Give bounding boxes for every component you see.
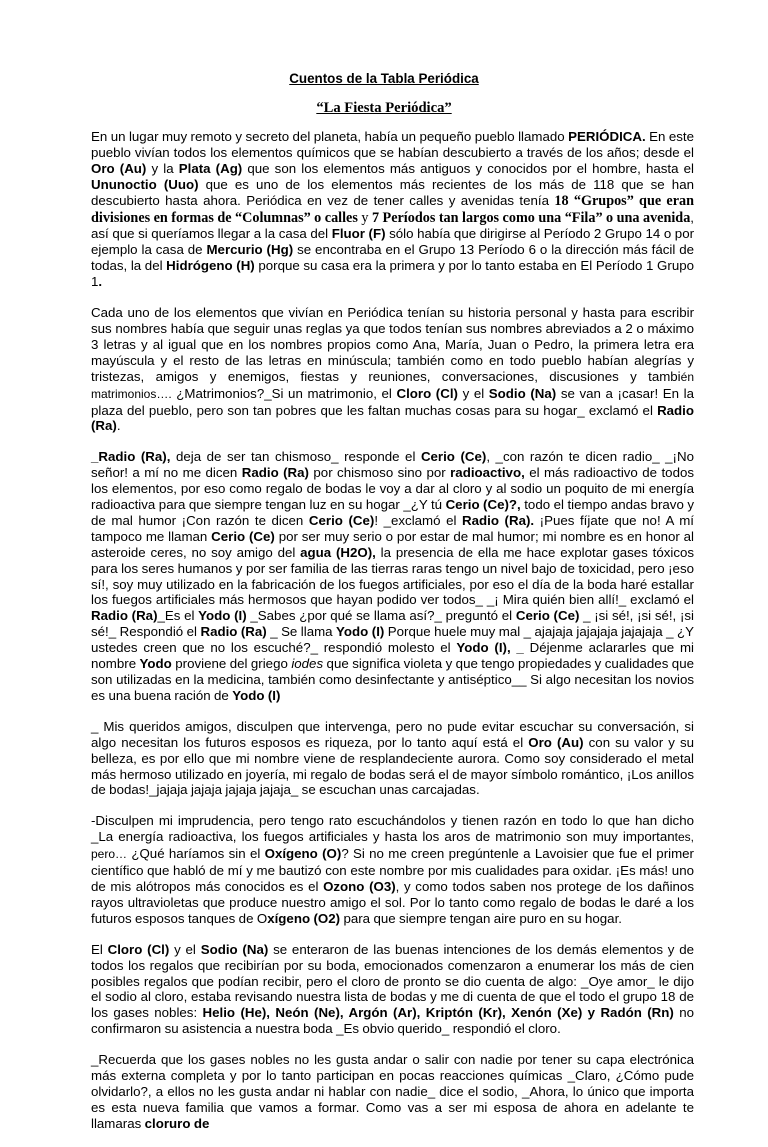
- text-run: tes, pero…: [91, 830, 694, 862]
- text-run: deja de ser tan chismoso_ responde el: [170, 449, 421, 465]
- text-run: y la: [146, 160, 179, 176]
- text-run: se van a ¡casar! En la plaza del pueblo, pero son tan pobres que les faltan muchas cosas para su hogar_ exclamó el: [91, 385, 694, 418]
- text-run: que significa violeta y que tengo propiedades y cualidades que son utilizadas en la medicina, también como desinfectante y antiséptico__ Si algo necesitan los novios es una buena ración de: [91, 656, 694, 703]
- text-run: ? Si no me creen pregúntenle a Lavoisier que fue el primer científico que habló de mí y me bautizó con este nombre por mis cualidades para oxidar. ¡Es más! uno de mis alótropos más conocidos es el: [91, 846, 694, 894]
- bold-text-run: Radio (Ra): [241, 465, 309, 481]
- text-run: En un lugar muy remoto y secreto del planeta, había un pequeño pueblo llamado: [91, 129, 569, 144]
- bold-text-run: Plata (Ag): [178, 160, 243, 176]
- italic-text-run: iodes: [291, 656, 324, 672]
- text-run: porque su casa era la primera y por lo tanto estaba en El Período 1 Grupo 1: [91, 258, 695, 290]
- bold-text-run: Cerio (Ce)?,: [445, 497, 521, 513]
- story-paragraph: [91, 1052, 694, 1132]
- bold-text-run: Sodio (Na): [200, 941, 269, 957]
- text-run: Porque huele muy mal _ ajajaja jajajaja jajajaja _ ¿Y ustedes creen que no los escuché?_ respondió molesto el: [91, 624, 694, 656]
- text-run: con su valor y su belleza, es por ello que mi nombre viene de resplandeciente aurora. Como soy considerado el metal más hermoso utilizado en joyería, mi regalo de bodas será el de mayor símbolo romántico, ¡Los anillos de bodas!_jajaja jajaja jajaja jajaja_ se escuchan unas carcajadas.: [91, 734, 694, 798]
- text-run: En este pueblo vivían todos los elementos químicos que se habían descubierto a través de los años; desde el: [91, 129, 694, 160]
- bold-text-run: radioactivo,: [450, 465, 525, 481]
- text-run: que es uno de los elementos más recientes de los más de 118 que se han descubierto hasta ahora. Periódica en vez de tener calles y avenidas tenía: [91, 176, 694, 208]
- story-subtitle: “La Fiesta Periódica”: [316, 100, 452, 116]
- text-run: Déjenme aclararles que mi nombre: [91, 640, 694, 672]
- text-run: , así que si queríamos llegar a la casa del: [91, 209, 694, 242]
- text-run: por chismoso sino por: [308, 465, 451, 481]
- bold-text-run: .: [98, 274, 103, 290]
- story-body: [91, 129, 694, 1147]
- bold-text-run: Cerio (Ce): [420, 449, 487, 465]
- bold-text-run: Yodo (I): [336, 624, 385, 640]
- text-run: , _con razón te dicen radio_ _¡No señor! a mí no me dicen: [91, 449, 694, 481]
- text-run: _Recuerda que los gases nobles no les gusta andar o salir con nadie por tener su capa electrónica más externa completa y por lo tanto participan en pocas reacciones químicas _Claro, ¿Cómo pude olvidarlo?, a ellos no les gusta andar ni hablar con nadie_ dice el sodio, _Ahora, lo único que importa es esta nueva familia que vamos a formar. Como vas a ser mi esposa de ahora en adelante te llamaras: [91, 1052, 694, 1131]
- text-run: ¿Matrimonios?_Si un matrimonio, el: [171, 385, 397, 401]
- text-run: y el: [169, 941, 201, 957]
- text-run: la presencia de ella me hace explotar gases tóxicos para los seres humanos y por ser familia de las tierras raras tengo un nivel bajo de toxicidad, pero ¡eso sí!, soy muy utilizado en la fabricación de los fuegos artificiales, por eso el día de la boda haré estallar los fuegos artificiales más hermosos que hayan podido ver todos_ _¡ Mira quién bien allí!_ exclamó el: [91, 544, 695, 608]
- bold-text-run: Cloro (Cl): [107, 941, 170, 957]
- text-run: todo el tiempo andas bravo y de mal humor ¡Con razón te dicen: [91, 497, 694, 528]
- bold-text-run: _Radio (Ra),: [91, 449, 171, 465]
- bold-text-run: Oro (Au): [91, 160, 147, 176]
- text-run: por ser muy serio o por estar de mal humor; mi nombre es en honor al asteroide ceres, no soy amigo del: [91, 528, 694, 560]
- text-run: el más radioactivo de todos los elementos, por eso como regalo de bodas le voy a dar al cloro y al sodio un poquito de mi energía radioactiva para que siempre tengan luz en su hogar _¿Y tú: [91, 465, 695, 513]
- text-run: ! _exclamó el: [374, 512, 463, 528]
- bold-text-run: Radio (Ra).: [462, 512, 535, 528]
- text-run: se encontraba en el Grupo 13 Período 6 o la dirección más fácil de todas, la del: [91, 242, 695, 274]
- bold-text-run: 18 “Grupos” que eran divisiones en formas de “Columnas” o calles: [91, 192, 694, 226]
- bold-text-run: Cloro (Cl): [396, 385, 458, 401]
- bold-text-run: Helio (He), Neón (Ne), Argón (Ar), Kriptón (Kr), Xenón (Xe) y Radón (Rn): [202, 1005, 674, 1021]
- text-run: y: [357, 209, 372, 226]
- story-paragraph: [91, 813, 694, 926]
- story-paragraph: [91, 942, 694, 1037]
- text-run: no confirmaron su asistencia a nuestra boda _Es obvio querido_ respondió el cloro.: [91, 1005, 694, 1037]
- bold-text-run: Oxígeno (O): [264, 846, 342, 862]
- story-paragraph: [91, 305, 694, 434]
- text-run: _ ¡si sé!, ¡si sé!, ¡si sé!_ Respondió el: [91, 608, 694, 640]
- text-run: , y como todos saben nos protege de los dañinos rayos ultravioletas que produce nuestro amigo el sol. Por lo tanto como regalo de bodas le daré a los futuros esposos tanques de O: [91, 878, 694, 926]
- text-run: proviene del griego: [171, 656, 292, 672]
- bold-text-run: Radio (Ra): [91, 608, 158, 624]
- bold-text-run: PERIÓDICA.: [568, 129, 646, 144]
- bold-text-run: xígeno (O2): [267, 910, 341, 926]
- bold-text-run: Yodo (I): [232, 687, 281, 703]
- bold-text-run: agua (H2O),: [300, 544, 376, 560]
- text-run: _ Mis queridos amigos, disculpen que intervenga, pero no pude evitar escuchar su conversación, si algo necesitan los futuros esposos es riqueza, por lo tanto aquí está el: [91, 718, 694, 750]
- text-run: _ Se llama: [266, 624, 337, 640]
- bold-text-run: Yodo (I), _: [456, 640, 524, 656]
- story-paragraph: [91, 719, 694, 799]
- bold-text-run: Radio (Ra): [200, 624, 267, 640]
- text-run: -Disculpen mi imprudencia, pero tengo rato escuchándolos y tienen razón en todo lo que han dicho _La energía radioactiva, los fuegos artificiales y hasta los aros de matrimonio son muy importan: [91, 813, 694, 845]
- bold-text-run: Radio (Ra): [91, 402, 694, 434]
- text-run: Cada uno de los elementos que vivían en Periódica tenían su historia personal y hasta para escribir sus nombres había que seguir unas reglas ya que todos tenían sus nombres abreviados a 2 o máximo 3 letras y al igual que en los nombres propios como Ana, María, Juan o Pedro, la primera letra era mayúscula y el resto de las letras en minúscula; también como en todo pueblo habían alegrías y tristezas, amigos y enemigos, fiestas y reuniones, conversaciones, discusiones y tambi: [91, 305, 694, 384]
- bold-text-run: Fluor (F): [331, 226, 386, 242]
- text-run: én matrimonios….: [91, 369, 694, 401]
- text-run: sólo había que dirigirse al Período 2 Grupo 14 o por ejemplo la casa de: [91, 226, 695, 258]
- bold-text-run: Cerio (Ce): [515, 608, 580, 624]
- text-run: .: [116, 418, 121, 434]
- bold-text-run: Ununoctio (Uuo): [91, 176, 199, 192]
- bold-text-run: Oro (Au): [528, 734, 584, 750]
- bold-text-run: Sodio (Na): [488, 385, 557, 401]
- text-run: ¿Qué haríamos sin el: [127, 846, 265, 862]
- bold-text-run: Cerio (Ce): [211, 528, 275, 544]
- text-run: para que siempre tengan aire puro en su hogar.: [340, 910, 622, 926]
- text-run: _Es el: [157, 608, 199, 624]
- text-run: ¡Pues fíjate que no! A mí tampoco me llaman: [91, 512, 694, 544]
- bold-text-run: Cerio (Ce): [308, 512, 375, 528]
- text-run: El: [91, 941, 108, 957]
- text-run: y el: [457, 385, 489, 401]
- text-run: se enteraron de las buenas intenciones de los demás elementos y de todos los regalos que recibirían por su boda, emocionados comenzaron a enumerar los más de cien posibles regalos que podían recibir, pero el cloro de pronto se dio cuenta de algo: _Oye amor_ le dijo el sodio al cloro, estaba revisando nuestra lista de bodas y me di cuenta de que el todo el grupo 18 de los gases nobles:: [91, 941, 695, 1021]
- bold-text-run: Mercurio (Hg): [206, 242, 294, 258]
- story-paragraph: [91, 129, 694, 290]
- bold-text-run: Hidrógeno (H): [166, 258, 255, 274]
- text-run: que son los elementos más antiguos y conocidos por el hombre, hasta el: [242, 160, 694, 176]
- bold-text-run: Yodo (I): [198, 608, 247, 624]
- document-title: Cuentos de la Tabla Periódica: [289, 71, 479, 86]
- bold-text-run: 7 Períodos tan largos como una “Fila” o una avenida: [371, 209, 691, 226]
- bold-text-run: cloruro de: [144, 1115, 210, 1131]
- bold-text-run: Ozono (O3): [323, 878, 396, 894]
- story-paragraph: [91, 449, 694, 704]
- text-run: _Sabes ¿por qué se llama así?_ preguntó el: [246, 608, 516, 624]
- bold-text-run: Yodo: [139, 656, 172, 672]
